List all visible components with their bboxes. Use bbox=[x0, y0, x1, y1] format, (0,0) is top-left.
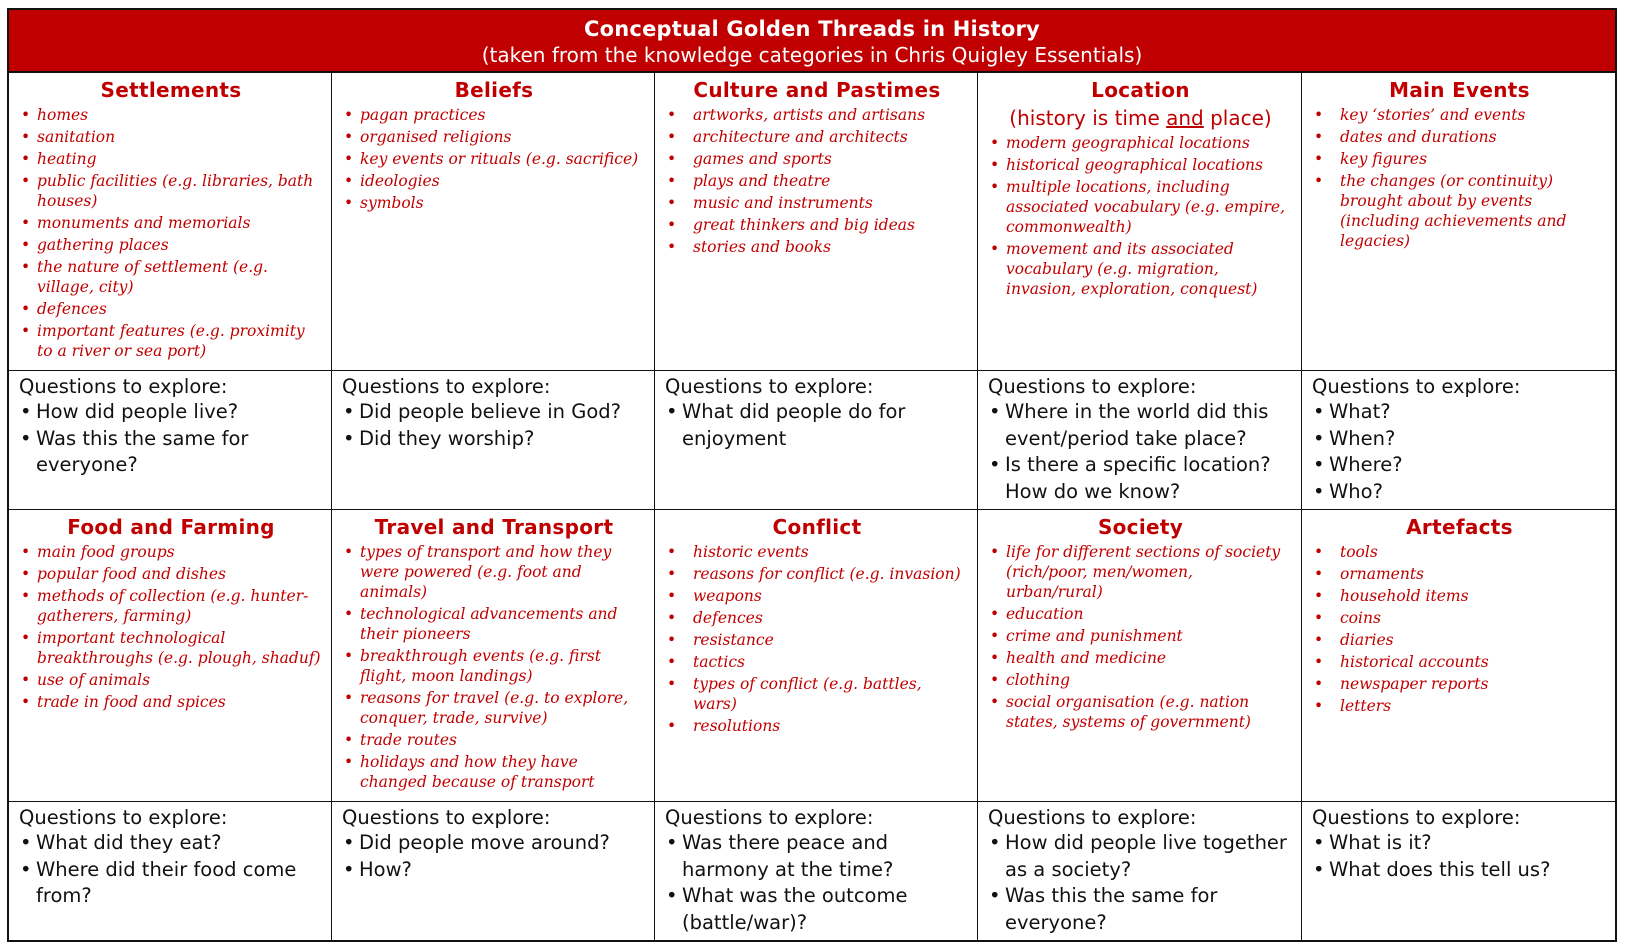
list-item: • methods of collection (e.g. hunter-gatherers, farming) bbox=[21, 586, 321, 626]
list-item: • games and sports bbox=[667, 149, 967, 169]
question-item: • What was the outcome (battle/war)? bbox=[665, 883, 967, 936]
question-item: • Where in the world did this event/period take place? bbox=[988, 399, 1291, 452]
category-item-list bbox=[344, 542, 644, 792]
category-item-list bbox=[990, 542, 1291, 732]
list-item: • music and instruments bbox=[667, 193, 967, 213]
category-grid bbox=[9, 73, 1615, 940]
category-cell-conflict bbox=[655, 510, 978, 802]
question-item: • Did people believe in God? bbox=[342, 399, 644, 426]
category-item-list bbox=[1314, 105, 1605, 251]
list-item: • ideologies bbox=[344, 171, 644, 191]
list-item: • reasons for travel (e.g. to explore, conquer, trade, survive) bbox=[344, 688, 644, 728]
category-cell-settlements bbox=[9, 73, 332, 371]
category-title: Beliefs bbox=[454, 78, 534, 102]
question-item: • What did people do for enjoyment bbox=[665, 399, 967, 452]
category-item-list bbox=[21, 542, 321, 712]
page-subtitle: (taken from the knowledge categories in Chris Quigley Essentials) bbox=[481, 43, 1143, 67]
table-header bbox=[9, 10, 1615, 73]
questions-heading: Questions to explore: bbox=[988, 375, 1197, 398]
question-item: • Was there peace and harmony at the time? bbox=[665, 830, 967, 883]
questions-heading: Questions to explore: bbox=[665, 806, 874, 829]
category-item-list bbox=[667, 105, 967, 257]
category-title: Location bbox=[1091, 78, 1190, 102]
question-list bbox=[1312, 830, 1605, 883]
question-item: • Who? bbox=[1312, 479, 1605, 506]
question-item: • Is there a specific location? How do we know? bbox=[988, 452, 1291, 505]
question-item: • What is it? bbox=[1312, 830, 1605, 857]
questions-heading: Questions to explore: bbox=[665, 375, 874, 398]
list-item: • tools bbox=[1314, 542, 1605, 562]
questions-heading: Questions to explore: bbox=[19, 806, 228, 829]
question-list bbox=[988, 399, 1291, 505]
questions-cell-food-and-farming bbox=[9, 802, 332, 940]
list-item: • holidays and how they have changed because of transport bbox=[344, 752, 644, 792]
question-item: • Was this the same for everyone? bbox=[19, 426, 321, 479]
questions-heading: Questions to explore: bbox=[1312, 806, 1521, 829]
golden-threads-table bbox=[7, 8, 1617, 942]
question-list bbox=[19, 830, 321, 910]
list-item: • ornaments bbox=[1314, 564, 1605, 584]
question-item: • What does this tell us? bbox=[1312, 857, 1605, 884]
list-item: • gathering places bbox=[21, 235, 321, 255]
category-item-list bbox=[667, 542, 967, 736]
list-item: • symbols bbox=[344, 193, 644, 213]
list-item: • trade routes bbox=[344, 730, 644, 750]
category-title: Conflict bbox=[772, 515, 862, 539]
list-item: • tactics bbox=[667, 652, 967, 672]
category-title: Artefacts bbox=[1406, 515, 1513, 539]
list-item: • types of transport and how they were powered (e.g. foot and animals) bbox=[344, 542, 644, 602]
list-item: • historic events bbox=[667, 542, 967, 562]
list-item: • resolutions bbox=[667, 716, 967, 736]
list-item: • newspaper reports bbox=[1314, 674, 1605, 694]
category-cell-travel-and-transport bbox=[332, 510, 655, 802]
list-item: • types of conflict (e.g. battles, wars) bbox=[667, 674, 967, 714]
list-item: • the nature of settlement (e.g. village, city) bbox=[21, 257, 321, 297]
category-cell-location bbox=[978, 73, 1302, 371]
question-item: • How? bbox=[342, 857, 644, 884]
questions-cell-artefacts bbox=[1302, 802, 1615, 940]
category-cell-beliefs bbox=[332, 73, 655, 371]
category-cell-food-and-farming bbox=[9, 510, 332, 802]
list-item: • important technological breakthroughs (e.g. plough, shaduf) bbox=[21, 628, 321, 668]
list-item: • household items bbox=[1314, 586, 1605, 606]
question-item: • How did people live? bbox=[19, 399, 321, 426]
list-item: • main food groups bbox=[21, 542, 321, 562]
questions-heading: Questions to explore: bbox=[342, 375, 551, 398]
questions-cell-beliefs bbox=[332, 371, 655, 510]
category-cell-artefacts bbox=[1302, 510, 1615, 802]
list-item: • the changes (or continuity) brought about by events (including achievements and legacies) bbox=[1314, 171, 1605, 251]
list-item: • reasons for conflict (e.g. invasion) bbox=[667, 564, 967, 584]
list-item: • historical accounts bbox=[1314, 652, 1605, 672]
list-item: • public facilities (e.g. libraries, bath houses) bbox=[21, 171, 321, 211]
category-title: Settlements bbox=[100, 78, 242, 102]
list-item: • historical geographical locations bbox=[990, 155, 1291, 175]
list-item: • heating bbox=[21, 149, 321, 169]
list-item: • trade in food and spices bbox=[21, 692, 321, 712]
subtitle-text: (history is time bbox=[1009, 106, 1167, 130]
list-item: • dates and durations bbox=[1314, 127, 1605, 147]
questions-cell-location bbox=[978, 371, 1302, 510]
category-title: Society bbox=[1097, 515, 1184, 539]
list-item: • coins bbox=[1314, 608, 1605, 628]
list-item: • homes bbox=[21, 105, 321, 125]
category-title: Food and Farming bbox=[67, 515, 275, 539]
list-item: • resistance bbox=[667, 630, 967, 650]
category-title: Main Events bbox=[1389, 78, 1530, 102]
page-title: Conceptual Golden Threads in History bbox=[584, 17, 1040, 41]
category-item-list bbox=[21, 105, 321, 361]
list-item: • popular food and dishes bbox=[21, 564, 321, 584]
questions-heading: Questions to explore: bbox=[988, 806, 1197, 829]
questions-heading: Questions to explore: bbox=[19, 375, 228, 398]
category-item-list bbox=[1314, 542, 1605, 716]
category-title: Culture and Pastimes bbox=[693, 78, 941, 102]
questions-cell-settlements bbox=[9, 371, 332, 510]
category-subtitle bbox=[990, 105, 1291, 131]
list-item: • defences bbox=[21, 299, 321, 319]
category-cell-culture-and-pastimes bbox=[655, 73, 978, 371]
list-item: • organised religions bbox=[344, 127, 644, 147]
category-cell-main-events bbox=[1302, 73, 1615, 371]
question-item: • What? bbox=[1312, 399, 1605, 426]
question-item: • Did they worship? bbox=[342, 426, 644, 453]
questions-cell-travel-and-transport bbox=[332, 802, 655, 940]
category-item-list bbox=[990, 133, 1291, 299]
question-item: • How did people live together as a society? bbox=[988, 830, 1291, 883]
list-item: • key figures bbox=[1314, 149, 1605, 169]
list-item: • important features (e.g. proximity to a river or sea port) bbox=[21, 321, 321, 361]
category-item-list bbox=[344, 105, 644, 213]
list-item: • key events or rituals (e.g. sacrifice) bbox=[344, 149, 644, 169]
question-list bbox=[342, 830, 644, 883]
questions-cell-conflict bbox=[655, 802, 978, 940]
list-item: • modern geographical locations bbox=[990, 133, 1291, 153]
list-item: • great thinkers and big ideas bbox=[667, 215, 967, 235]
list-item: • crime and punishment bbox=[990, 626, 1291, 646]
question-item: • Was this the same for everyone? bbox=[988, 883, 1291, 936]
question-item: • When? bbox=[1312, 426, 1605, 453]
question-item: • What did they eat? bbox=[19, 830, 321, 857]
questions-cell-society bbox=[978, 802, 1302, 940]
list-item: • technological advancements and their pioneers bbox=[344, 604, 644, 644]
list-item: • pagan practices bbox=[344, 105, 644, 125]
list-item: • multiple locations, including associated vocabulary (e.g. empire, commonwealth) bbox=[990, 177, 1291, 237]
list-item: • use of animals bbox=[21, 670, 321, 690]
questions-heading: Questions to explore: bbox=[1312, 375, 1521, 398]
list-item: • education bbox=[990, 604, 1291, 624]
question-list bbox=[665, 399, 967, 452]
question-list bbox=[1312, 399, 1605, 505]
list-item: • breakthrough events (e.g. first flight, moon landings) bbox=[344, 646, 644, 686]
category-title: Travel and Transport bbox=[374, 515, 614, 539]
list-item: • weapons bbox=[667, 586, 967, 606]
list-item: • health and medicine bbox=[990, 648, 1291, 668]
list-item: • diaries bbox=[1314, 630, 1605, 650]
questions-cell-culture-and-pastimes bbox=[655, 371, 978, 510]
questions-heading: Questions to explore: bbox=[342, 806, 551, 829]
question-item: • Where did their food come from? bbox=[19, 857, 321, 910]
list-item: • monuments and memorials bbox=[21, 213, 321, 233]
question-list bbox=[665, 830, 967, 936]
list-item: • plays and theatre bbox=[667, 171, 967, 191]
list-item: • stories and books bbox=[667, 237, 967, 257]
list-item: • artworks, artists and artisans bbox=[667, 105, 967, 125]
question-item: • Where? bbox=[1312, 452, 1605, 479]
questions-cell-main-events bbox=[1302, 371, 1615, 510]
list-item: • defences bbox=[667, 608, 967, 628]
list-item: • clothing bbox=[990, 670, 1291, 690]
category-cell-society bbox=[978, 510, 1302, 802]
list-item: • architecture and architects bbox=[667, 127, 967, 147]
question-list bbox=[988, 830, 1291, 936]
question-item: • Did people move around? bbox=[342, 830, 644, 857]
subtitle-text: place) bbox=[1203, 106, 1272, 130]
list-item: • movement and its associated vocabulary (e.g. migration, invasion, exploration, conquest) bbox=[990, 239, 1291, 299]
list-item: • sanitation bbox=[21, 127, 321, 147]
list-item: • life for different sections of society (rich/poor, men/women, urban/rural) bbox=[990, 542, 1291, 602]
question-list bbox=[19, 399, 321, 479]
list-item: • social organisation (e.g. nation states, systems of government) bbox=[990, 692, 1291, 732]
subtitle-underlined: and bbox=[1166, 106, 1204, 130]
list-item: • key ‘stories’ and events bbox=[1314, 105, 1605, 125]
list-item: • letters bbox=[1314, 696, 1605, 716]
question-list bbox=[342, 399, 644, 452]
